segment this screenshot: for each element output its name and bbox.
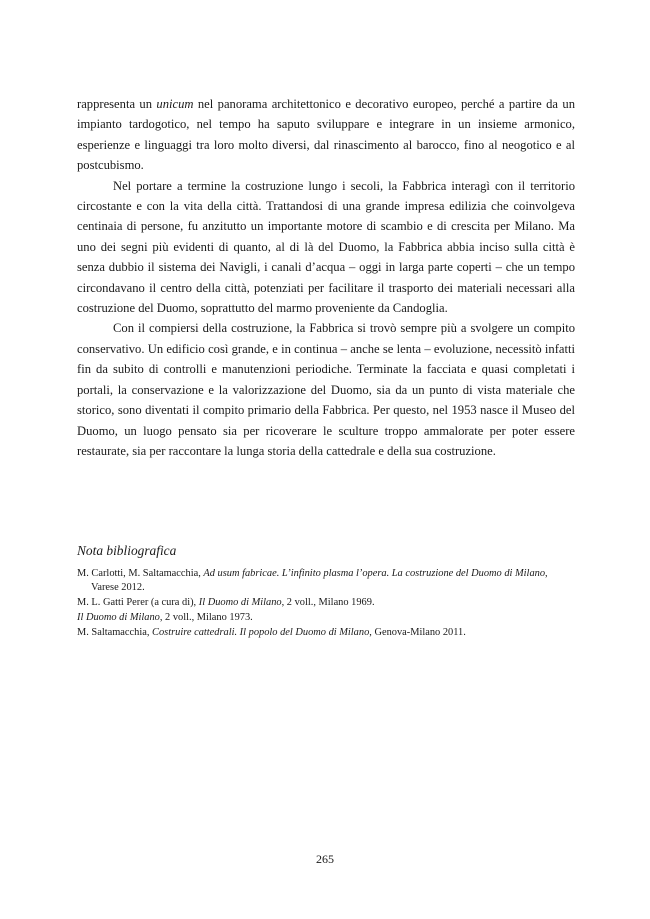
paragraph-3: Con il compiersi della costruzione, la Fabbrica si trovò sempre più a svolgere un compito conservativo. Un edificio così grande, e in continua – anche se lenta – evoluzione, necessitò infatti fin da subito di controlli e manutenzioni periodiche. Terminate la facciata e quasi completati i portali, la conservazione e la valorizzazione del Duomo, sia da un punto di vista materiale che storico, sono diventati il compito primario della Fabbrica. Per questo, nel 1953 nasce il Museo del Duomo, un luogo pensato sia per ricoverare le sculture troppo ammalorate per poter essere restaurate, sia per raccontare la lunga storia della cattedrale e della sua costruzione. (77, 321, 575, 458)
page-number: 265 (316, 852, 334, 866)
bibliography-list (77, 567, 577, 641)
body-text (77, 94, 575, 461)
emphasis-unicum: unicum (156, 97, 194, 111)
bibliography-entry: M. L. Gatti Perer (a cura di), Il Duomo di Milano, 2 voll., Milano 1969. (77, 597, 375, 608)
bibliography-entry: M. Carlotti, M. Saltamacchia, Ad usum fabricae. L’infinito plasma l’opera. La costruzione del Duomo di Milano, Varese 2012. (77, 568, 548, 593)
paragraph-2: Nel portare a termine la costruzione lungo i secoli, la Fabbrica interagì con il territorio circostante e con la vita della città. Trattandosi di una grande impresa edilizia che coinvolgeva centinaia di persone, fu anzitutto un importante motore di scambio e di crescita per Milano. Ma uno dei segni più evidenti di quanto, al di là del Duomo, la Fabbrica abbia inciso sulla città è senza dubbio il sistema dei Navigli, i canali d’acqua – oggi in larga parte coperti – che un tempo circondavano il centro della città, potenziati per facilitare il trasporto dei materiali necessari alla costruzione del Duomo, soprattutto del marmo proveniente da Candoglia. (77, 178, 575, 316)
paragraph-1: rappresenta un unicum nel panorama architettonico e decorativo europeo, perché a partire da un impianto tardogotico, nel tempo ha saputo sviluppare e integrare in un insieme armonico, esperienze e linguaggi tra loro molto diversi, dal rinascimento al barocco, fino al neogotico e al postcubismo. (77, 97, 575, 173)
bibliography-title: Nota bibliografica (77, 543, 177, 558)
bibliography-entry: Il Duomo di Milano, 2 voll., Milano 1973. (77, 612, 253, 623)
bibliography-entry: M. Saltamacchia, Costruire cattedrali. Il popolo del Duomo di Milano, Genova-Milano 2011. (77, 627, 466, 638)
